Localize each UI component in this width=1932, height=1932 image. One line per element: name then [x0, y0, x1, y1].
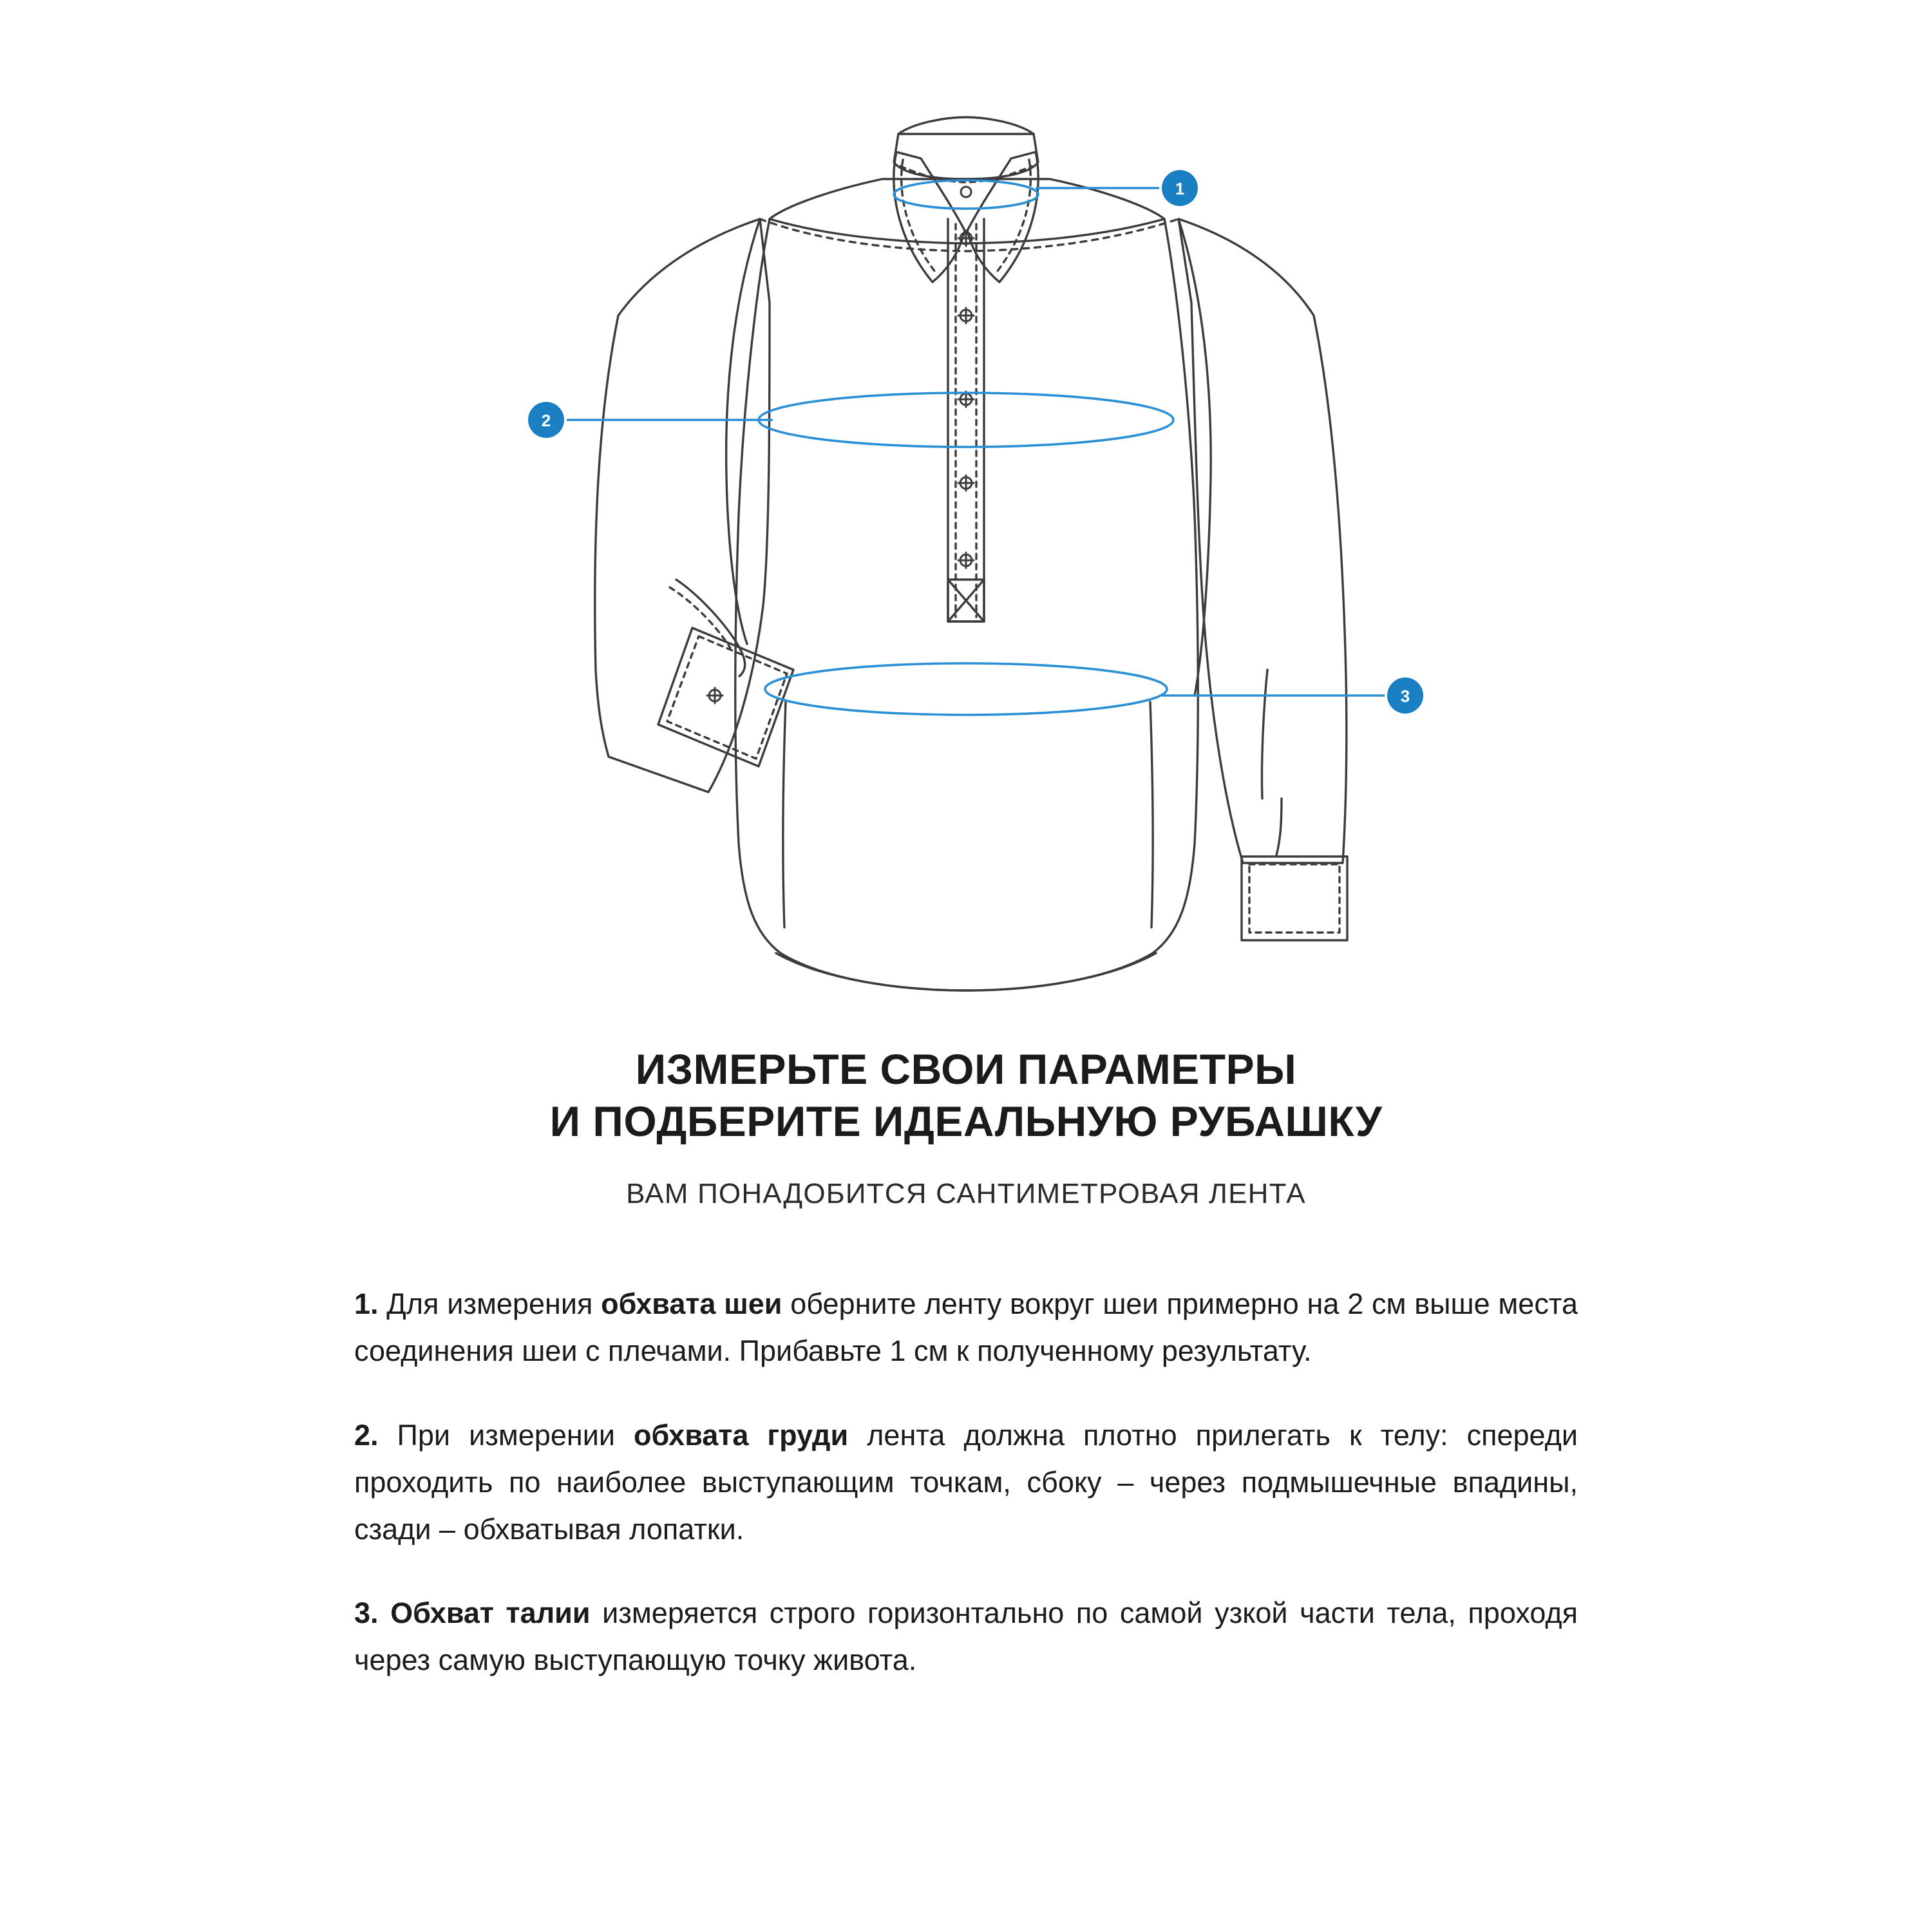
instruction-1-number: 1.: [354, 1287, 379, 1321]
neck-measure-ellipse: [894, 180, 1038, 209]
shirt-body-outline: [735, 179, 1198, 990]
instruction-item-2: [354, 1412, 1578, 1553]
right-sleeve-seam: [1179, 219, 1211, 696]
body-left-dart: [783, 702, 786, 927]
collar-band-top: [898, 117, 1034, 134]
instruction-list: [354, 1281, 1578, 1684]
instruction-2-pre: При измерении: [378, 1418, 634, 1452]
instruction-3-number: 3.: [354, 1596, 379, 1630]
right-cuff: [1242, 857, 1347, 940]
left-sleeve-outline: [595, 219, 770, 792]
shirt-illustration: [0, 26, 1932, 1030]
measurement-lines: [759, 180, 1173, 715]
right-cuff-stitch: [1249, 864, 1340, 933]
placket-buttons: [958, 231, 974, 568]
instruction-1-highlight: обхвата шеи: [601, 1287, 782, 1321]
callout-3-label: 3: [1400, 687, 1410, 706]
placket-bottom-box: [948, 580, 984, 621]
instruction-1-pre: Для измерения: [378, 1287, 601, 1321]
instruction-1-post: оберните ленту вокруг шеи примерно на 2 см выше места соединения шеи с плечами. Прибавьте 1 см к полученному результату.: [354, 1287, 1578, 1367]
collar-button: [961, 187, 971, 197]
callout-3: [1387, 677, 1423, 714]
headline-line-2: И ПОДБЕРИТЕ ИДЕАЛЬНУЮ РУБАШКУ: [549, 1097, 1383, 1145]
instruction-item-1: [354, 1281, 1578, 1375]
left-cuff-button: [707, 688, 723, 703]
shirt-hem: [776, 953, 1156, 990]
page-subtitle: ВАМ ПОНАДОБИТСЯ САНТИМЕТРОВАЯ ЛЕНТА: [626, 1178, 1306, 1210]
instruction-3-highlight: Обхват талии: [390, 1596, 591, 1630]
callout-2: [528, 402, 564, 438]
right-sleeve-fold: [1262, 670, 1267, 799]
right-cuff-placket: [1276, 799, 1282, 855]
callout-1: [1162, 170, 1198, 206]
waist-measure-ellipse: [765, 663, 1167, 715]
callout-1-label: 1: [1175, 179, 1185, 198]
callout-2-label: 2: [541, 411, 551, 430]
text-content: [0, 1043, 1932, 1684]
instruction-3-pre: [379, 1596, 391, 1629]
headline-line-1: ИЗМЕРЬТЕ СВОИ ПАРАМЕТРЫ: [635, 1045, 1297, 1093]
instruction-2-post: лента должна плотно прилегать к телу: спереди проходить по наиболее выступающим точкам, сбоку – через подмышечные впадины, сзади – обхватывая лопатки.: [354, 1418, 1578, 1546]
body-right-dart: [1150, 702, 1153, 927]
instruction-3-post: измеряется строго горизонтально по самой узкой части тела, проходя через самую выступающую точку живота.: [354, 1596, 1578, 1677]
instruction-2-highlight: обхвата груди: [634, 1418, 849, 1452]
page-title: [290, 1043, 1642, 1147]
instruction-2-number: 2.: [354, 1418, 379, 1452]
instruction-item-3: [354, 1590, 1578, 1684]
